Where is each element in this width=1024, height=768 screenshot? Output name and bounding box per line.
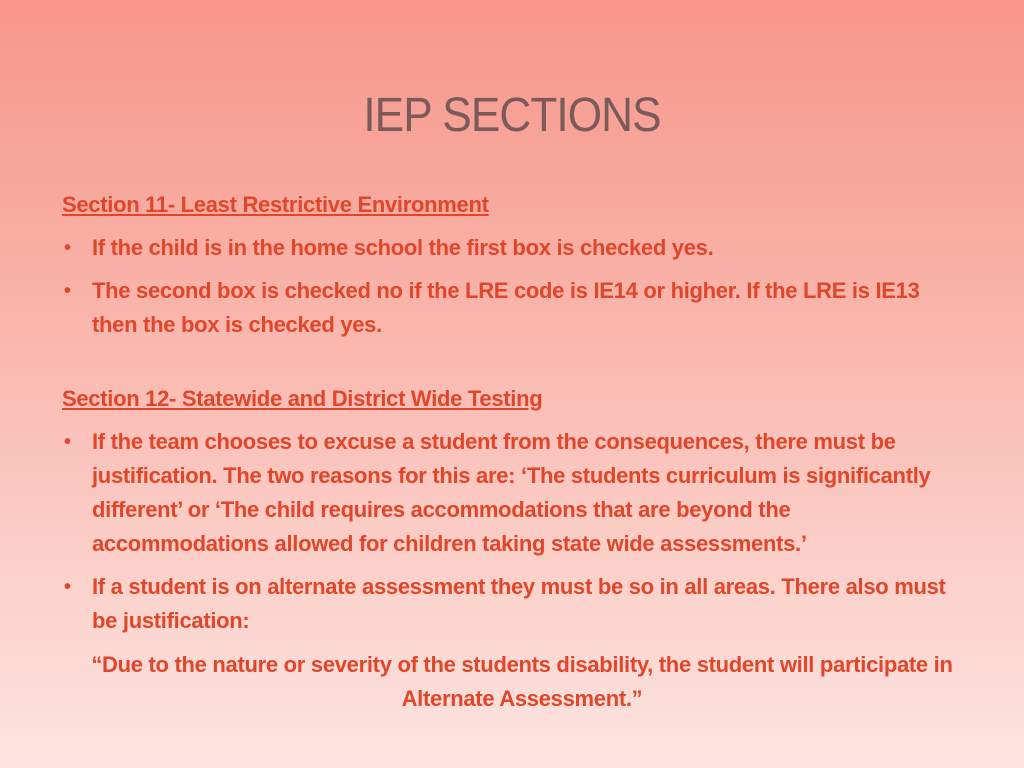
section-12-bullet-1	[62, 425, 962, 561]
section-11-bullet-1	[62, 231, 962, 265]
bullet-text: If a student is on alternate assessment they must be so in all areas. There also must be justification:	[92, 574, 946, 633]
section-11-heading: Section 11- Least Restrictive Environment	[62, 192, 489, 217]
spacer	[62, 342, 962, 382]
bullet-icon: •	[64, 237, 71, 259]
bullet-icon: •	[64, 431, 71, 453]
bullet-icon: •	[64, 280, 71, 302]
slide-body	[62, 188, 962, 716]
slide-title: IEP SECTIONS	[363, 89, 661, 142]
bullet-text: The second box is checked no if the LRE code is IE14 or higher. If the LRE is IE13 then the box is checked yes.	[92, 278, 920, 337]
alternate-assessment-quote: “Due to the nature or severity of the students disability, the student will participate in Alternate Assessment.”	[91, 652, 953, 711]
section-12-bullet-2	[62, 570, 962, 638]
bullet-icon: •	[64, 576, 71, 598]
section-11-bullet-2	[62, 274, 962, 342]
bullet-text: If the team chooses to excuse a student from the consequences, there must be justification. The two reasons for this are: ‘The students curriculum is significantly different’ or ‘The child requires accommodations that are beyond the accommodations allowed for children taking state wide assessments.’	[92, 429, 931, 556]
bullet-text: If the child is in the home school the first box is checked yes.	[92, 235, 714, 260]
section-12-heading: Section 12- Statewide and District Wide Testing	[62, 386, 543, 411]
